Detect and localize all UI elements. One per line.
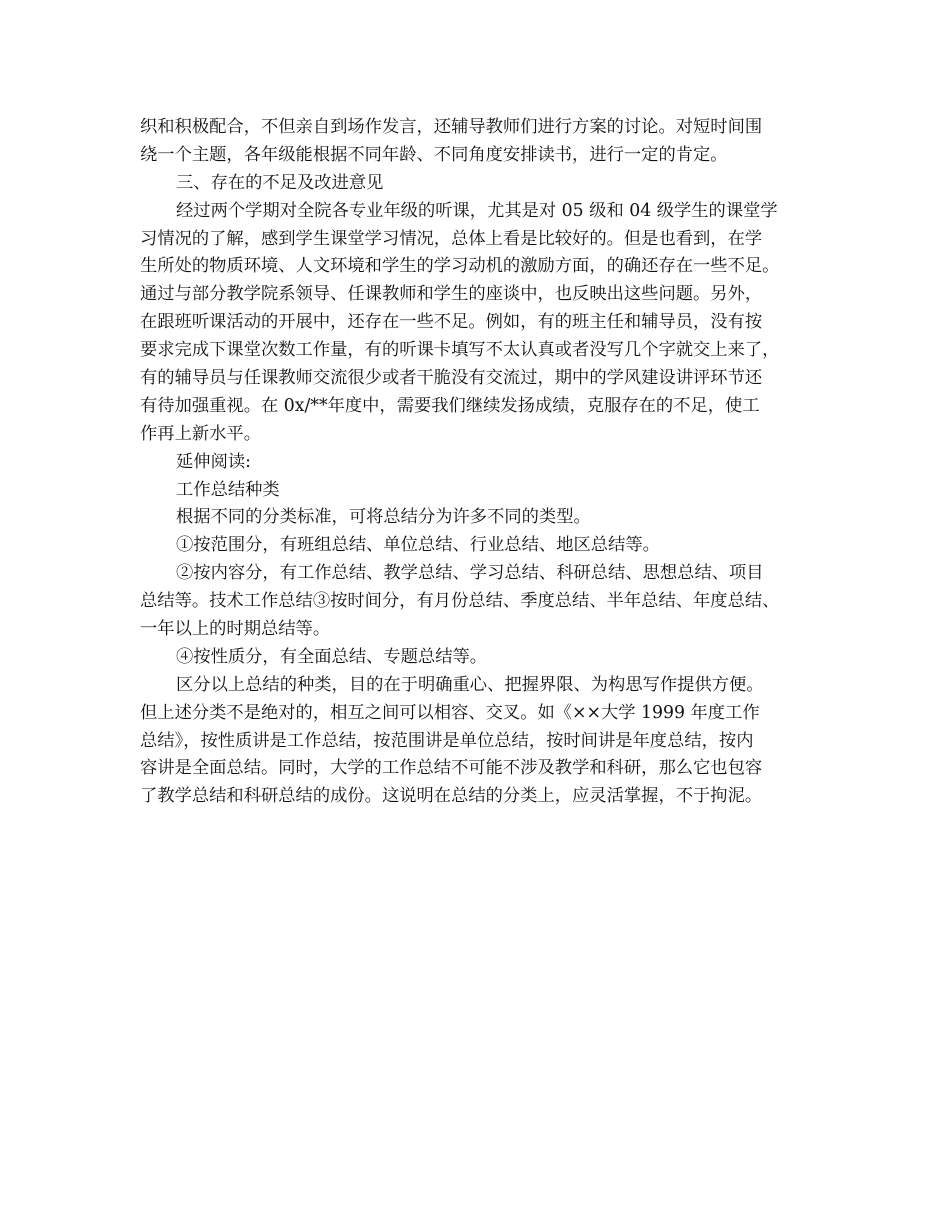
text-line-24: 容讲是全面总结。同时，大学的工作总结不可能不涉及教学和科研，那么它也包容 (140, 758, 763, 779)
text-line-8: 在跟班听课活动的开展中，还存在一些不足。例如，有的班主任和辅导员，没有按 (140, 312, 763, 333)
text-line-13: 延伸阅读: (176, 451, 251, 472)
text-line-3: 三、存在的不足及改进意见 (176, 172, 384, 193)
text-line-23: 总结》，按性质讲是工作总结，按范围讲是单位总结，按时间讲是年度总结，按内 (140, 730, 754, 751)
text-line-4: 经过两个学期对全院各专业年级的听课，尤其是对 05 级和 04 级学生的课堂学 (176, 200, 778, 221)
text-line-11: 有待加强重视。在 0x/**年度中，需要我们继续发扬成绩，克服存在的不足，使工 (140, 395, 760, 416)
text-line-16: ①按范围分，有班组总结、单位总结、行业总结、地区总结等。 (176, 535, 660, 556)
text-line-22: 但上述分类不是绝对的，相互之间可以相容、交叉。如《××大学 1999 年度工作 (140, 702, 760, 723)
text-line-10: 有的辅导员与任课教师交流很少或者干脆没有交流过，期中的学风建设讲评环节还 (140, 368, 763, 389)
document-page (140, 114, 830, 811)
text-line-21: 区分以上总结的种类，目的在于明确重心、把握界限、为构思写作提供方便。 (176, 674, 764, 695)
text-line-9: 要求完成下课堂次数工作量，有的听课卡填写不太认真或者没写几个字就交上来了， (140, 340, 780, 361)
text-line-15: 根据不同的分类标准，可将总结分为许多不同的类型。 (176, 507, 591, 528)
text-line-1: 织和积极配合，不但亲自到场作发言，还辅导教师们进行方案的讨论。对短时间围 (140, 117, 763, 137)
text-line-25: 了教学总结和科研总结的成份。这说明在总结的分类上，应灵活掌握，不于拘泥。 (140, 786, 763, 807)
text-line-7: 通过与部分教学院系领导、任课教师和学生的座谈中，也反映出这些问题。另外， (140, 284, 763, 305)
text-line-18: 总结等。技术工作总结③按时间分，有月份总结、季度总结、半年总结、年度总结、 (140, 591, 780, 612)
text-line-2: 绕一个主题，各年级能根据不同年龄、不同角度安排读书，进行一定的肯定。 (140, 144, 728, 165)
text-line-12: 作再上新水平。 (140, 423, 261, 444)
text-line-6: 生所处的物质环境、人文环境和学生的学习动机的激励方面，的确还存在一些不足。 (140, 256, 780, 277)
text-line-17: ②按内容分，有工作总结、教学总结、学习总结、科研总结、思想总结、项目 (176, 563, 764, 584)
text-line-5: 习情况的了解，感到学生课堂学习情况，总体上看是比较好的。但是也看到，在学 (140, 228, 763, 249)
text-line-14: 工作总结种类 (176, 479, 280, 500)
text-line-20: ④按性质分，有全面总结、专题总结等。 (176, 646, 488, 667)
text-line-19: 一年以上的时期总结等。 (140, 619, 331, 640)
